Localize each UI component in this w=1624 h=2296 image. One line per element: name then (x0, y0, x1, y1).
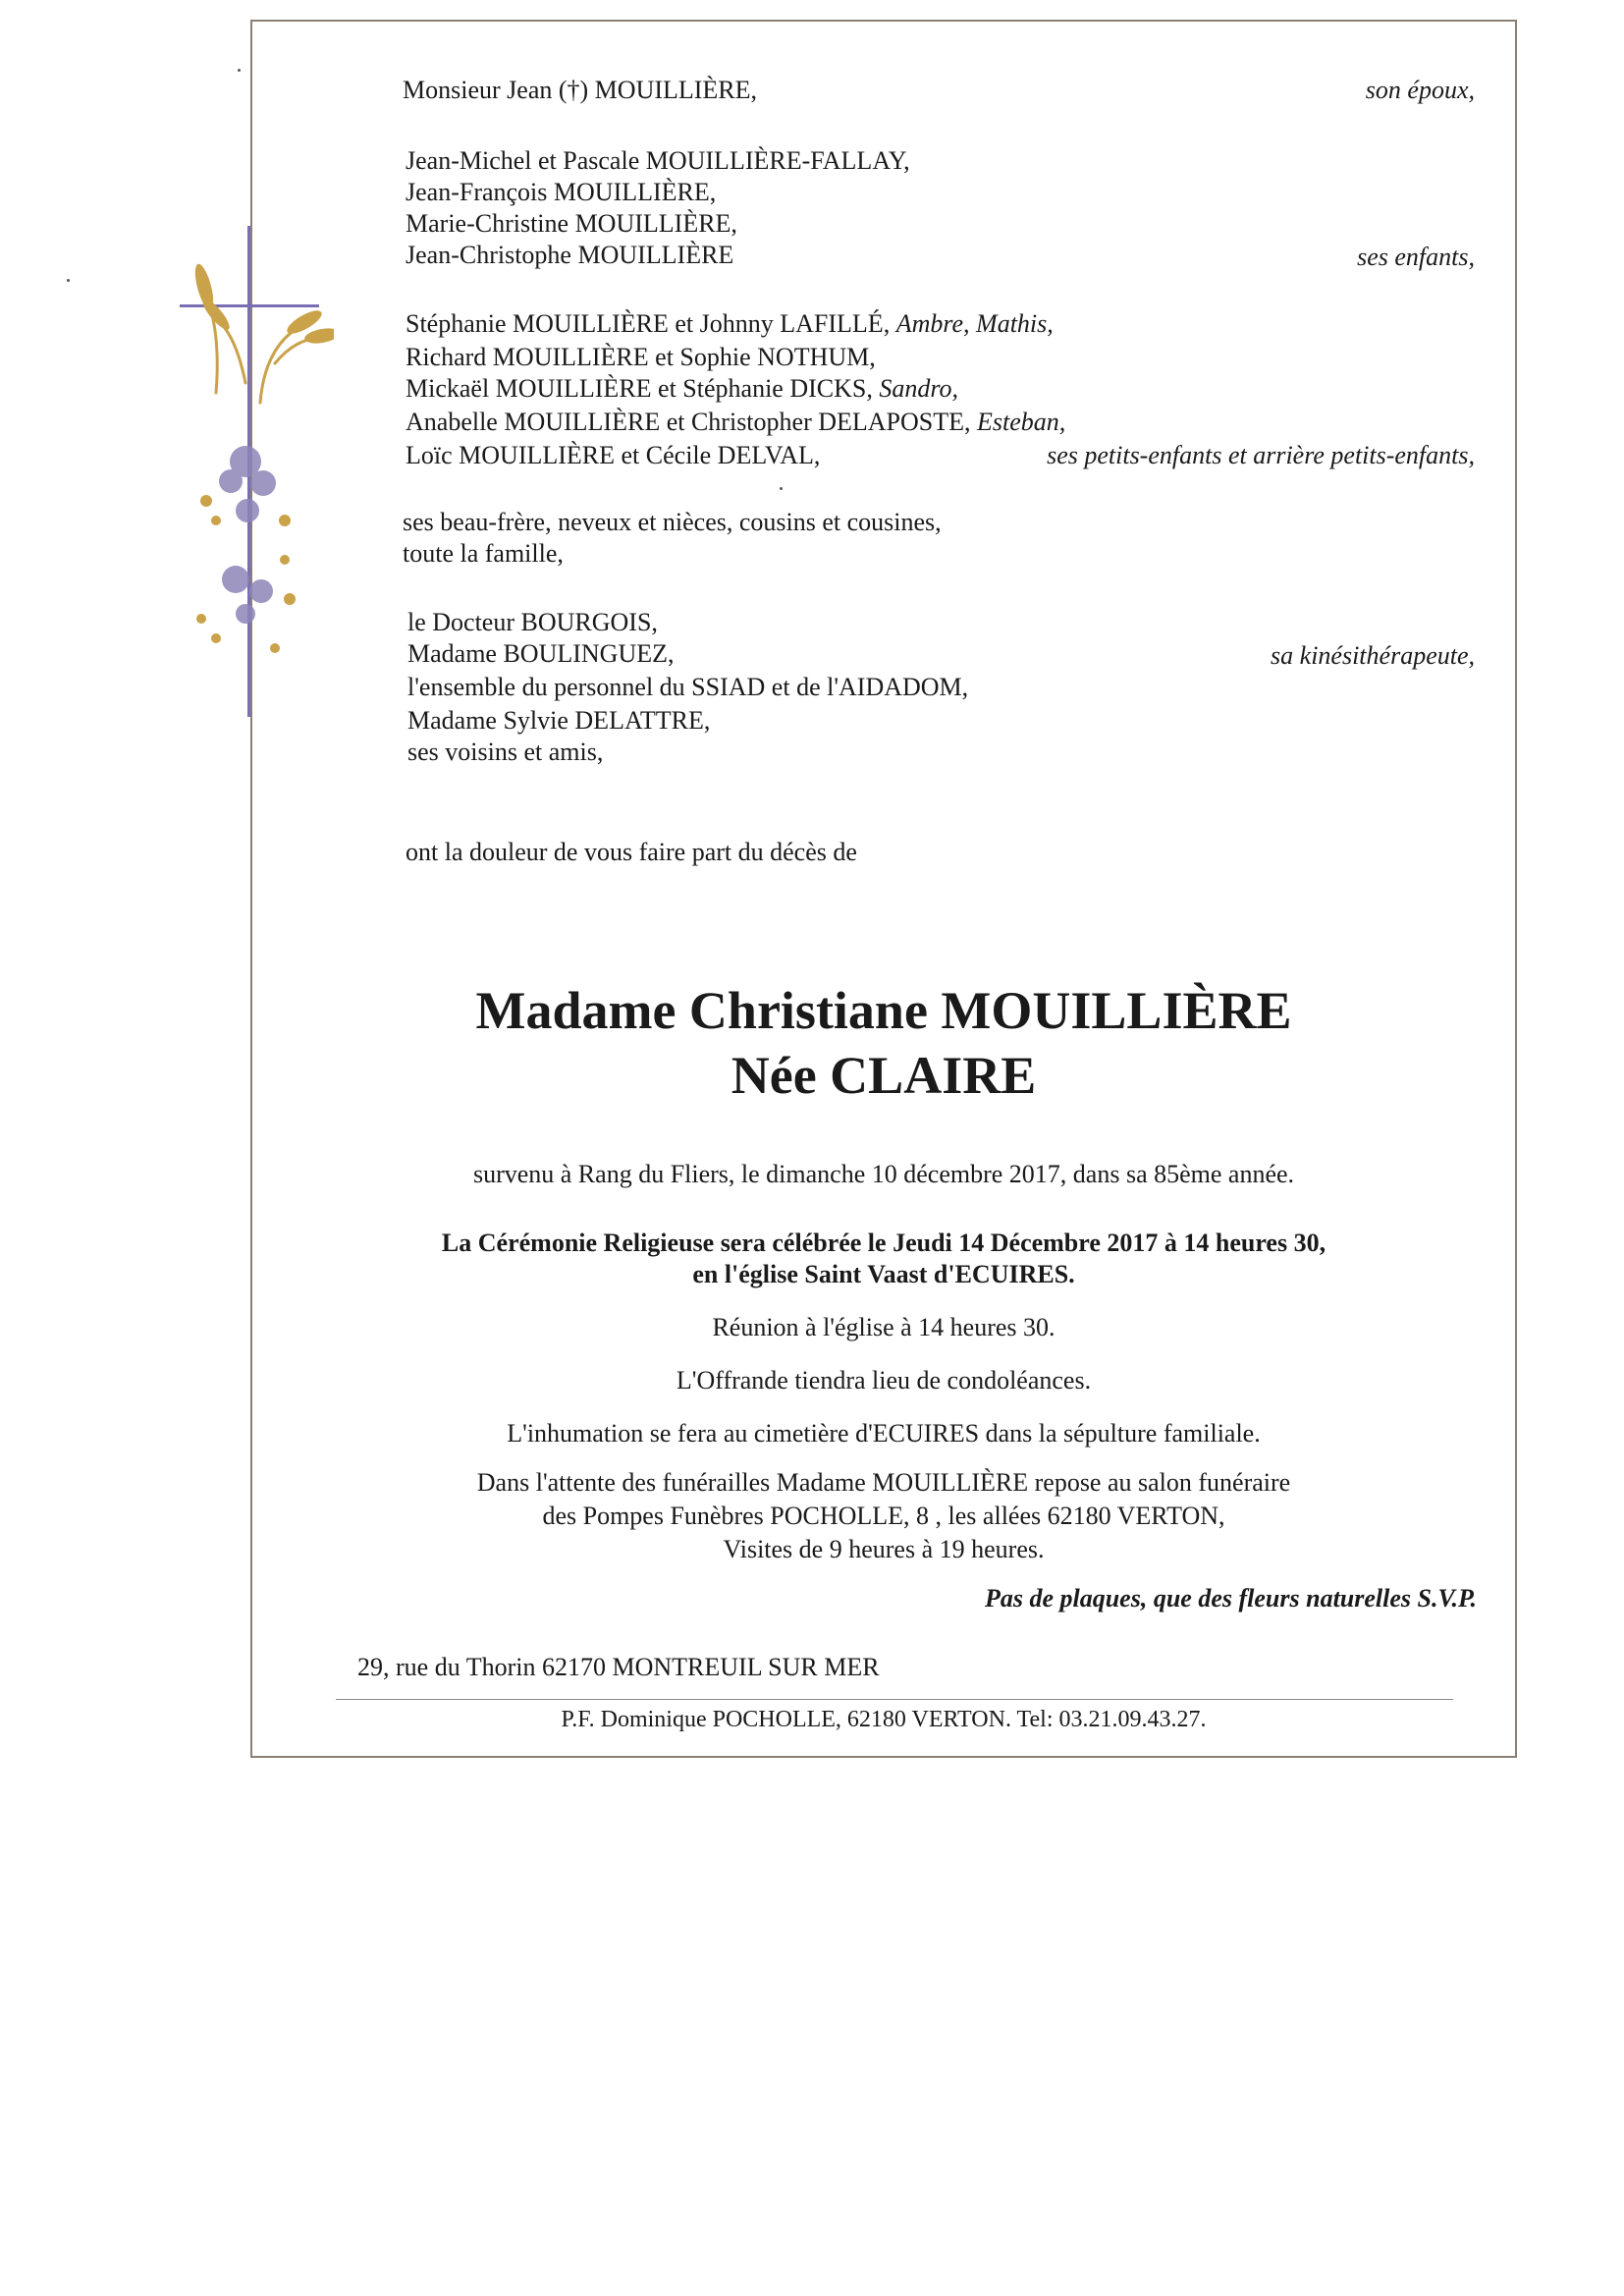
viewing-line: des Pompes Funèbres POCHOLLE, 8 , les allées 62180 VERTON, (542, 1502, 1225, 1530)
child-line: Marie-Christine MOUILLIÈRE, (406, 209, 737, 238)
offering-info: L'Offrande tiendra lieu de condoléances. (676, 1366, 1092, 1394)
cross-wheat-decoration-icon (177, 226, 334, 717)
grandchild-line: Mickaël MOUILLIÈRE et Stéphanie DICKS, Sandro, (406, 374, 959, 403)
ceremony-line: La Cérémonie Religieuse sera célébrée le Jeudi 14 Décembre 2017 à 14 heures 30, (441, 1229, 1326, 1257)
grandchild-line: Loïc MOUILLIÈRE et Cécile DELVAL, (406, 441, 821, 469)
viewing-line: Dans l'attente des funérailles Madame MOUILLIÈRE repose au salon funéraire (476, 1468, 1291, 1497)
scan-speck (67, 279, 70, 282)
child-line: Jean-François MOUILLIÈRE, (406, 178, 717, 206)
footer-divider (336, 1699, 1453, 1700)
others-line: l'ensemble du personnel du SSIAD et de l'AIDADOM, (407, 673, 969, 701)
scan-speck (780, 487, 783, 490)
child-line: Jean-Michel et Pascale MOUILLIÈRE-FALLAY, (406, 146, 910, 175)
death-info: survenu à Rang du Fliers, le dimanche 10 décembre 2017, dans sa 85ème année. (472, 1160, 1295, 1188)
grandchild-line: Richard MOUILLIÈRE et Sophie NOTHUM, (406, 343, 876, 371)
burial-info: L'inhumation se fera au cimetière d'ECUIRES dans la sépulture familiale. (507, 1419, 1261, 1448)
wheat-icon (206, 295, 329, 403)
deceased-maiden-name: Née CLAIRE (731, 1046, 1037, 1105)
meeting-info: Réunion à l'église à 14 heures 30. (712, 1313, 1056, 1341)
child-line: Jean-Christophe MOUILLIÈRE (406, 241, 734, 269)
scan-speck (238, 69, 241, 72)
grandchild-line: Stéphanie MOUILLIÈRE et Johnny LAFILLÉ, Ambre, Mathis, (406, 309, 1054, 338)
children-role: ses enfants, (1357, 243, 1475, 271)
spouse-role: son époux, (1365, 76, 1475, 104)
grandchildren-role: ses petits-enfants et arrière petits-enfants, (1047, 441, 1475, 469)
others-line: Madame BOULINGUEZ, (407, 639, 675, 668)
ceremony-line: en l'église Saint Vaast d'ECUIRES. (692, 1260, 1075, 1288)
deceased-name: Madame Christiane MOUILLIÈRE (475, 981, 1292, 1040)
others-role: sa kinésithérapeute, (1271, 641, 1475, 670)
funeral-home-info: P.F. Dominique POCHOLLE, 62180 VERTON. Tel: 03.21.09.43.27. (561, 1707, 1207, 1732)
extended-family-line: ses beau-frère, neveux et nièces, cousins et cousines, (403, 508, 942, 536)
others-line: le Docteur BOURGOIS, (407, 608, 658, 636)
extended-family-line: toute la famille, (403, 539, 564, 568)
others-line: Madame Sylvie DELATTRE, (407, 706, 711, 735)
announcement: ont la douleur de vous faire part du décès de (406, 838, 857, 866)
others-line: ses voisins et amis, (407, 738, 604, 766)
grandchild-line: Anabelle MOUILLIÈRE et Christopher DELAPOSTE, Esteban, (406, 408, 1066, 436)
spouse-name: Monsieur Jean (†) MOUILLIÈRE, (403, 76, 758, 104)
address: 29, rue du Thorin 62170 MONTREUIL SUR MER (357, 1653, 880, 1681)
viewing-line: Visites de 9 heures à 19 heures. (723, 1535, 1045, 1563)
flowers-note: Pas de plaques, que des fleurs naturelles S.V.P. (984, 1584, 1477, 1613)
